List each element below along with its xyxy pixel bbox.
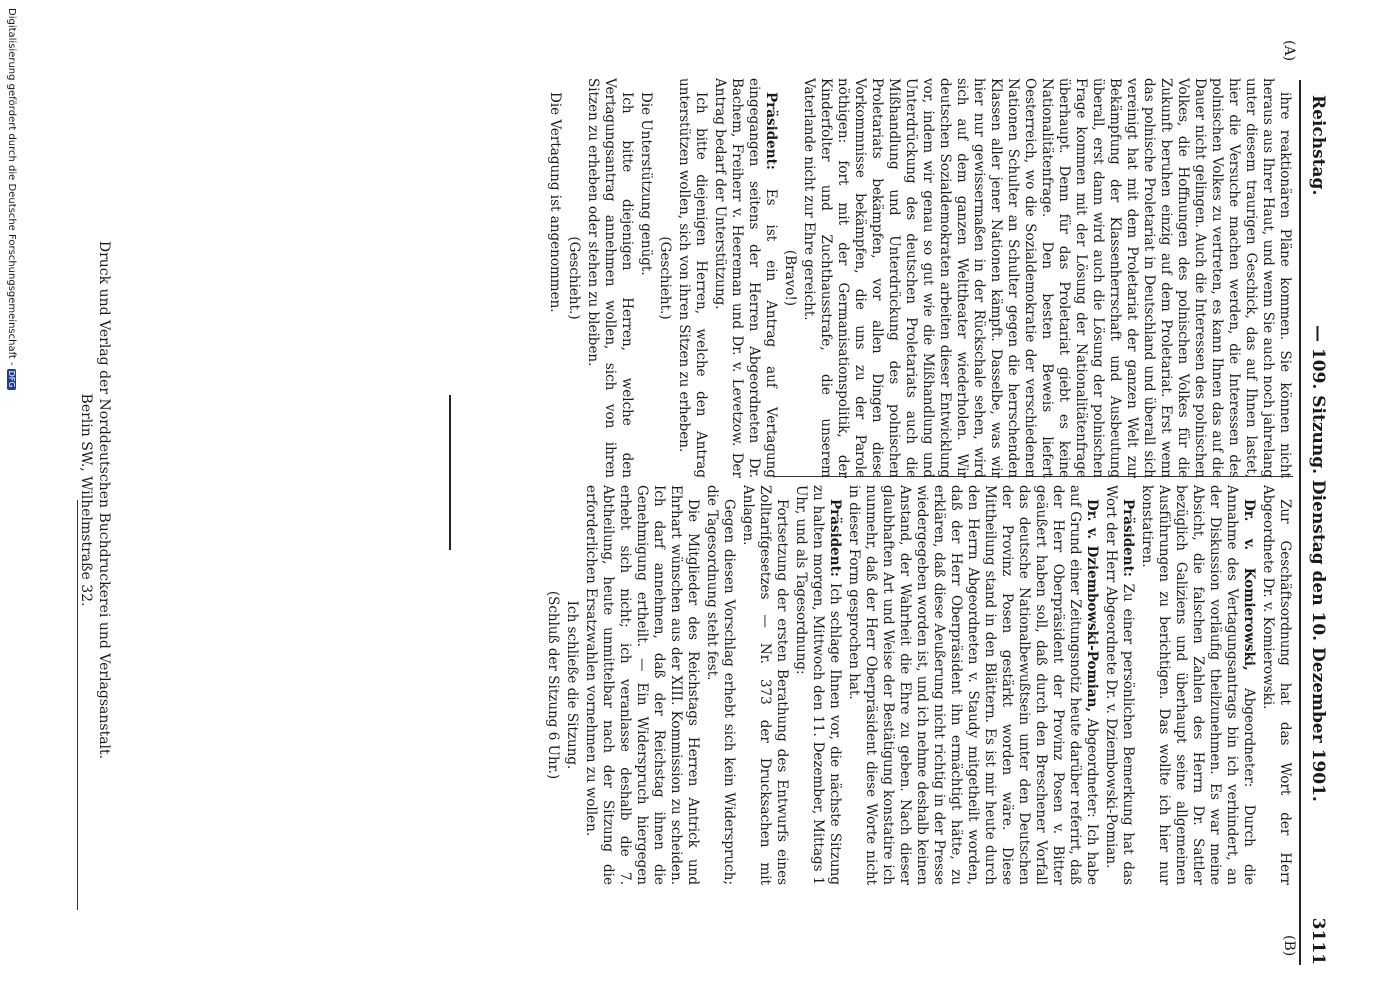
session-end-time: (Schluß der Sitzung 6 Uhr.) bbox=[545, 590, 561, 780]
funding-text: Digitalisierung gefördert durch die Deutsche Forschungsgemeinschaft - bbox=[6, 8, 17, 366]
statement-text: Abgeordneter: Ich habe auf Grund einer Zeitungsnotiz heute darüber referirt, daß der Herr Oberpräsident der Provinz Posen v. Bitter geäußert haben soll, daß durch den Breschener Vorfall das deutsche Nationalbewußtsein unter den Deutschen der Provinz Posen gestärkt worden wäre. Diese Mittheilung stand in den Blättern. Es ist mir heute durch den Herrn Abgeordneten v. Staudy mitgetheilt worden, daß der Herr Oberpräsident ihn ermächtigt hätte, zu erklären, daß diese Aeußerung nicht richtig in der Presse wiedergegeben worden ist, und ich nehme deshalb keinen Anstand, der Wahrheit die Ehre zu geben. Nach dieser glaubhaften Art und Weise der Bestätigung konstatire ich nunmehr, daß der Herr Oberpräsident diese Worte nicht in dieser Form gesprochen hat. bbox=[846, 485, 1100, 886]
speaker-label: Dr. v. Komierowski, bbox=[1241, 499, 1257, 671]
statement-text: Ich schlage Ihnen vor, die nächste Sitzung zu halten morgen, Mittwoch den 11. Dezember, Mittags 1 Uhr, und als Tagesordnung: bbox=[793, 485, 843, 885]
header-rule bbox=[1299, 80, 1301, 965]
funding-note bbox=[6, 8, 17, 390]
imprint-rule bbox=[77, 500, 78, 910]
speaker-label: Präsident: bbox=[763, 92, 779, 170]
speech-paragraph: ihre reaktionären Pläne kommen. Sie können nicht heraus aus Ihrer Haut, und wenn Sie auch noch jahrelang unter diesem traurigen Geschick, das auf Ihnen lastet, hier die Versuche machen werden, die Interessen des polnischen Volkes zu vertreten, es kann Ihnen das auf die Dauer nicht gelingen. Auch die Interessen des polnischen Volkes, die Hoffnungen des polnischen Volkes für die Zukunft beruhen einzig auf dem Proletariat. Erst wenn das polnische Proletariat in Deutschland und überall sich vereinigt hat mit dem Proletariat der ganzen Welt zur Bekämpfung der Klassenherrschaft und Ausbeutung überall, erst dann wird auch die Lösung der polnischen Frage kommen mit der Lösung der Nationalitätenfrage überhaupt. Denn für das Proletariat giebt es keine Nationalitätenfrage. Den besten Beweis liefert Oesterreich, wo die Sozialdemokratie der verschiedenen Nationen Schulter an Schulter gegen die herrschenden Klassen aller jener Nationen kämpft. Dasselbe, was wir hier nur gewissermaßen in der Rückschale sehen, wird sich auf dem ganzen Welttheater wiederholen. Wir deutschen Sozialdemokraten arbeiten dieser Entwicklung vor, indem wir genau so gut wie die Mißhandlung und Unterdrückung des deutschen Proletariats auch die Mißhandlung und Unterdrückung des polnischen Proletariats bekämpfen, vor allen Dingen diese Vorkommnisse bekämpfen, die uns zu der Parole nöthigen: fort mit der Germanisationspolitik, der Kinderfolter und Zuchthausstrafe, die unserem Vaterlande nicht zur Ehre gereicht. bbox=[801, 78, 1293, 478]
page-header bbox=[1302, 95, 1328, 965]
section-divider bbox=[449, 395, 451, 550]
left-column bbox=[544, 78, 1293, 478]
session-title: — 109. Sitzung. Dienstag den 10. Dezember 1901. bbox=[1308, 325, 1328, 802]
president-statement bbox=[792, 485, 843, 885]
margin-mark-a: (A) bbox=[1281, 40, 1297, 62]
printer-line: Druck und Verlag der Norddeutschen Buchdruckerei und Verlagsanstalt. bbox=[96, 240, 112, 760]
dfg-logo: DFG bbox=[7, 370, 16, 388]
speaker-statement bbox=[845, 485, 1100, 885]
right-column bbox=[542, 485, 1293, 885]
no-objection-note: Gegen diesen Vorschlag erhebt sich kein Widerspruch; die Tagesordnung steht fest. bbox=[704, 485, 737, 885]
margin-mark-b: (B) bbox=[1281, 935, 1297, 957]
page-number: 3111 bbox=[1308, 917, 1328, 965]
speaker-label: Präsident: bbox=[827, 499, 843, 577]
speaker-label: Dr. v. Dziembowski-Pomian, bbox=[1084, 499, 1100, 713]
publication-name: Reichstag. bbox=[1308, 95, 1328, 196]
adjourn-accepted: Die Vertagung ist angenommen. bbox=[547, 92, 563, 313]
printer-address: Berlin SW., Wilhelmstraße 32. bbox=[78, 393, 94, 607]
reaction-happens: (Geschieht.) bbox=[657, 236, 673, 320]
statement-text: Es ist ein Antrag auf Vertagung eingegangen seitens der Herren Abgeordneten Dr. Bachem, Freiherr v. Heereman und Dr. v. Levetzow. Der Antrag bedarf der Unterstützung. bbox=[712, 78, 779, 478]
statement-text: Zu einer persönlichen Bemerkung hat das Wort der Herr Abgeordnete Dr. v. Dziembowski-Pomian. bbox=[1103, 485, 1136, 885]
printer-imprint bbox=[77, 50, 113, 950]
session-close: Ich schließe die Sitzung. bbox=[564, 600, 580, 770]
speaker-label: Präsident: bbox=[1120, 499, 1136, 577]
reaction-happens: (Geschieht.) bbox=[566, 236, 582, 320]
column-separator bbox=[773, 476, 1293, 477]
adjourn-request: Ich bitte diejenigen Herren, welche den Vertagungsantrag annehmen wollen, sich von ihren Sitzen zu erheben oder stehen zu bleiben. bbox=[585, 78, 635, 478]
support-sufficient: Die Unterstützung genügt. bbox=[638, 92, 654, 276]
speaker-statement bbox=[1138, 485, 1257, 885]
order-of-business-note: Zur Geschäftsordnung hat das Wort der Herr Abgeordnete Dr. v. Komierowski. bbox=[1260, 485, 1293, 885]
reaction-bravo: (Bravo!) bbox=[782, 249, 798, 307]
statement-text: Abgeordneter: Durch die Annahme des Vertagungsantrags bin ich verhindert, an der Diskussion vorläufig theilzunehmen. Es war meine Absicht, die falschen Zahlen des Herrn Dr. Sattler bezüglich Galiziens und überhaupt seine allgemeinen Ausführungen zu berichtigen. Das wollte ich hier nur konstatiren. bbox=[1139, 485, 1257, 885]
president-statement bbox=[711, 78, 779, 478]
agenda-item: Fortsetzung der ersten Berathung des Entwurfs eines Zolltarifgesetzes — Nr. 373 der Drucksachen mit Anlagen. bbox=[740, 485, 790, 885]
president-statement bbox=[1102, 485, 1136, 885]
support-request: Ich bitte diejenigen Herren, welche den Antrag unterstützen wollen, sich von ihren Sitzen zu erheben. bbox=[676, 78, 709, 478]
commission-note: Die Mitglieder des Reichstags Herren Antrick und Ehrhart wünschen aus der XIII. Kommission zu scheiden. Ich darf annehmen, daß der Reichstag ihnen die Genehmigung ertheilt. — Ein Widerspruch hiergegen erhebt sich nicht; ich veranlasse deshalb die 7. Abtheilung, heute unmittelbar nach der Sitzung die erforderlichen Ersatzwahlen vornehmen zu wollen. bbox=[583, 485, 701, 885]
